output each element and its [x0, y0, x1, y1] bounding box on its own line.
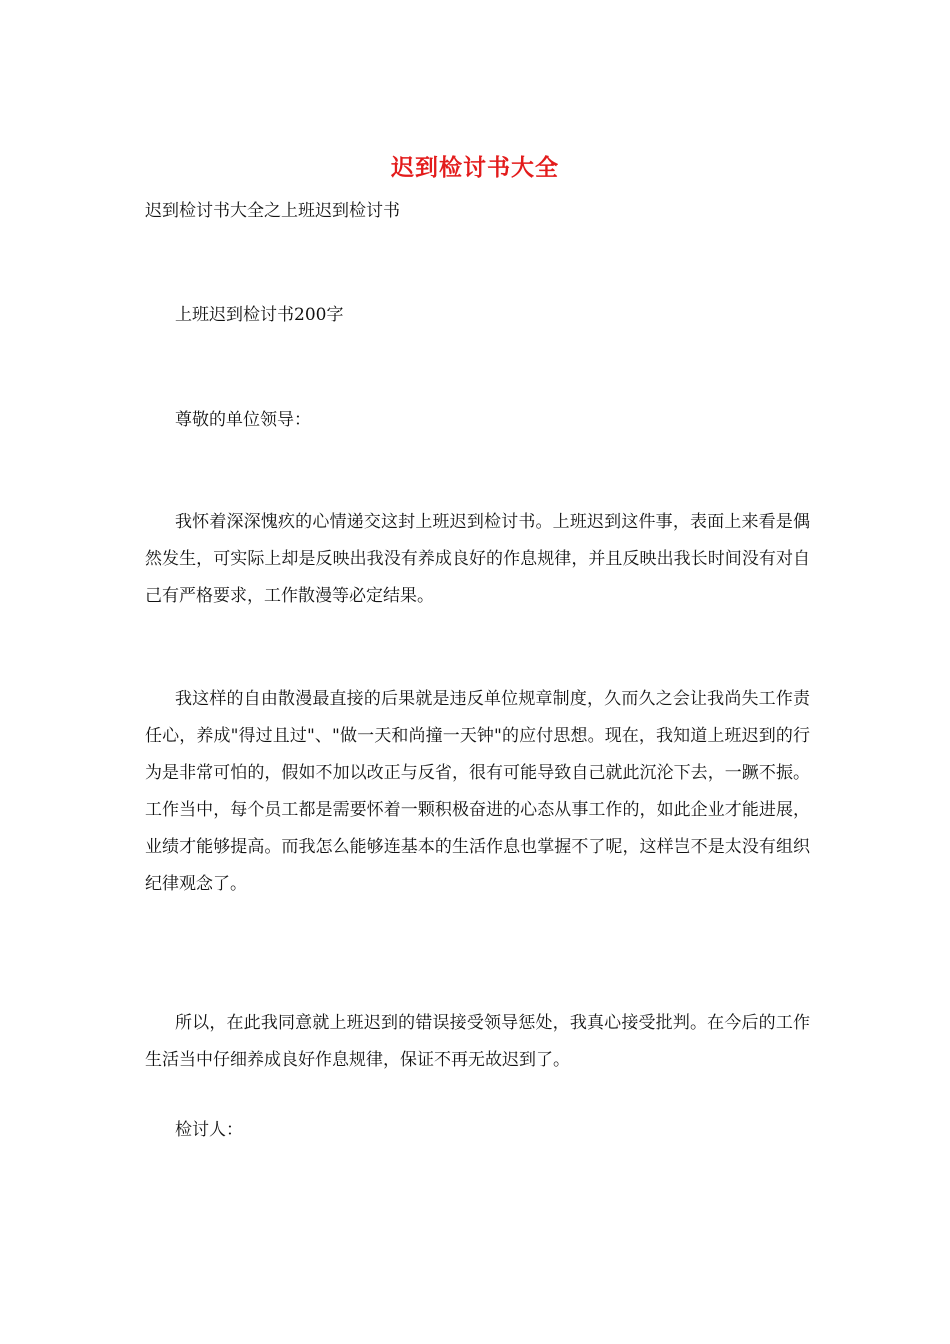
signature-line: 检讨人：: [175, 1120, 243, 1140]
section-heading: 上班迟到检讨书200字: [175, 305, 344, 325]
body-paragraph: 我这样的自由散漫最直接的后果就是违反单位规章制度，久而久之会让我尚失工作责任心，养成"得过且过"、"做一天和尚撞一天钟"的应付思想。现在，我知道上班迟到的行为是非常可怕的，假如不加以改正与反省，很有可能导致自己就此沉沦下去，一蹶不振。工作当中，每个员工都是需要怀着一颗积极奋进的心态从事工作的，如此企业才能进展，业绩才能够提高。而我怎么能够连基本的生活作息也掌握不了呢，这样岂不是太没有组织纪律观念了。: [145, 689, 810, 894]
document-subtitle: 迟到检讨书大全之上班迟到检讨书: [145, 201, 400, 221]
salutation: 尊敬的单位领导：: [175, 410, 311, 430]
body-paragraph: 我怀着深深愧疚的心情递交这封上班迟到检讨书。上班迟到这件事，表面上来看是偶然发生，可实际上却是反映出我没有养成良好的作息规律，并且反映出我长时间没有对自己有严格要求，工作散漫等必定结果。: [145, 512, 810, 606]
document-title: 迟到检讨书大全: [391, 154, 559, 181]
body-paragraph: 所以，在此我同意就上班迟到的错误接受领导惩处，我真心接受批判。在今后的工作生活当中仔细养成良好作息规律，保证不再无故迟到了。: [145, 1013, 810, 1070]
